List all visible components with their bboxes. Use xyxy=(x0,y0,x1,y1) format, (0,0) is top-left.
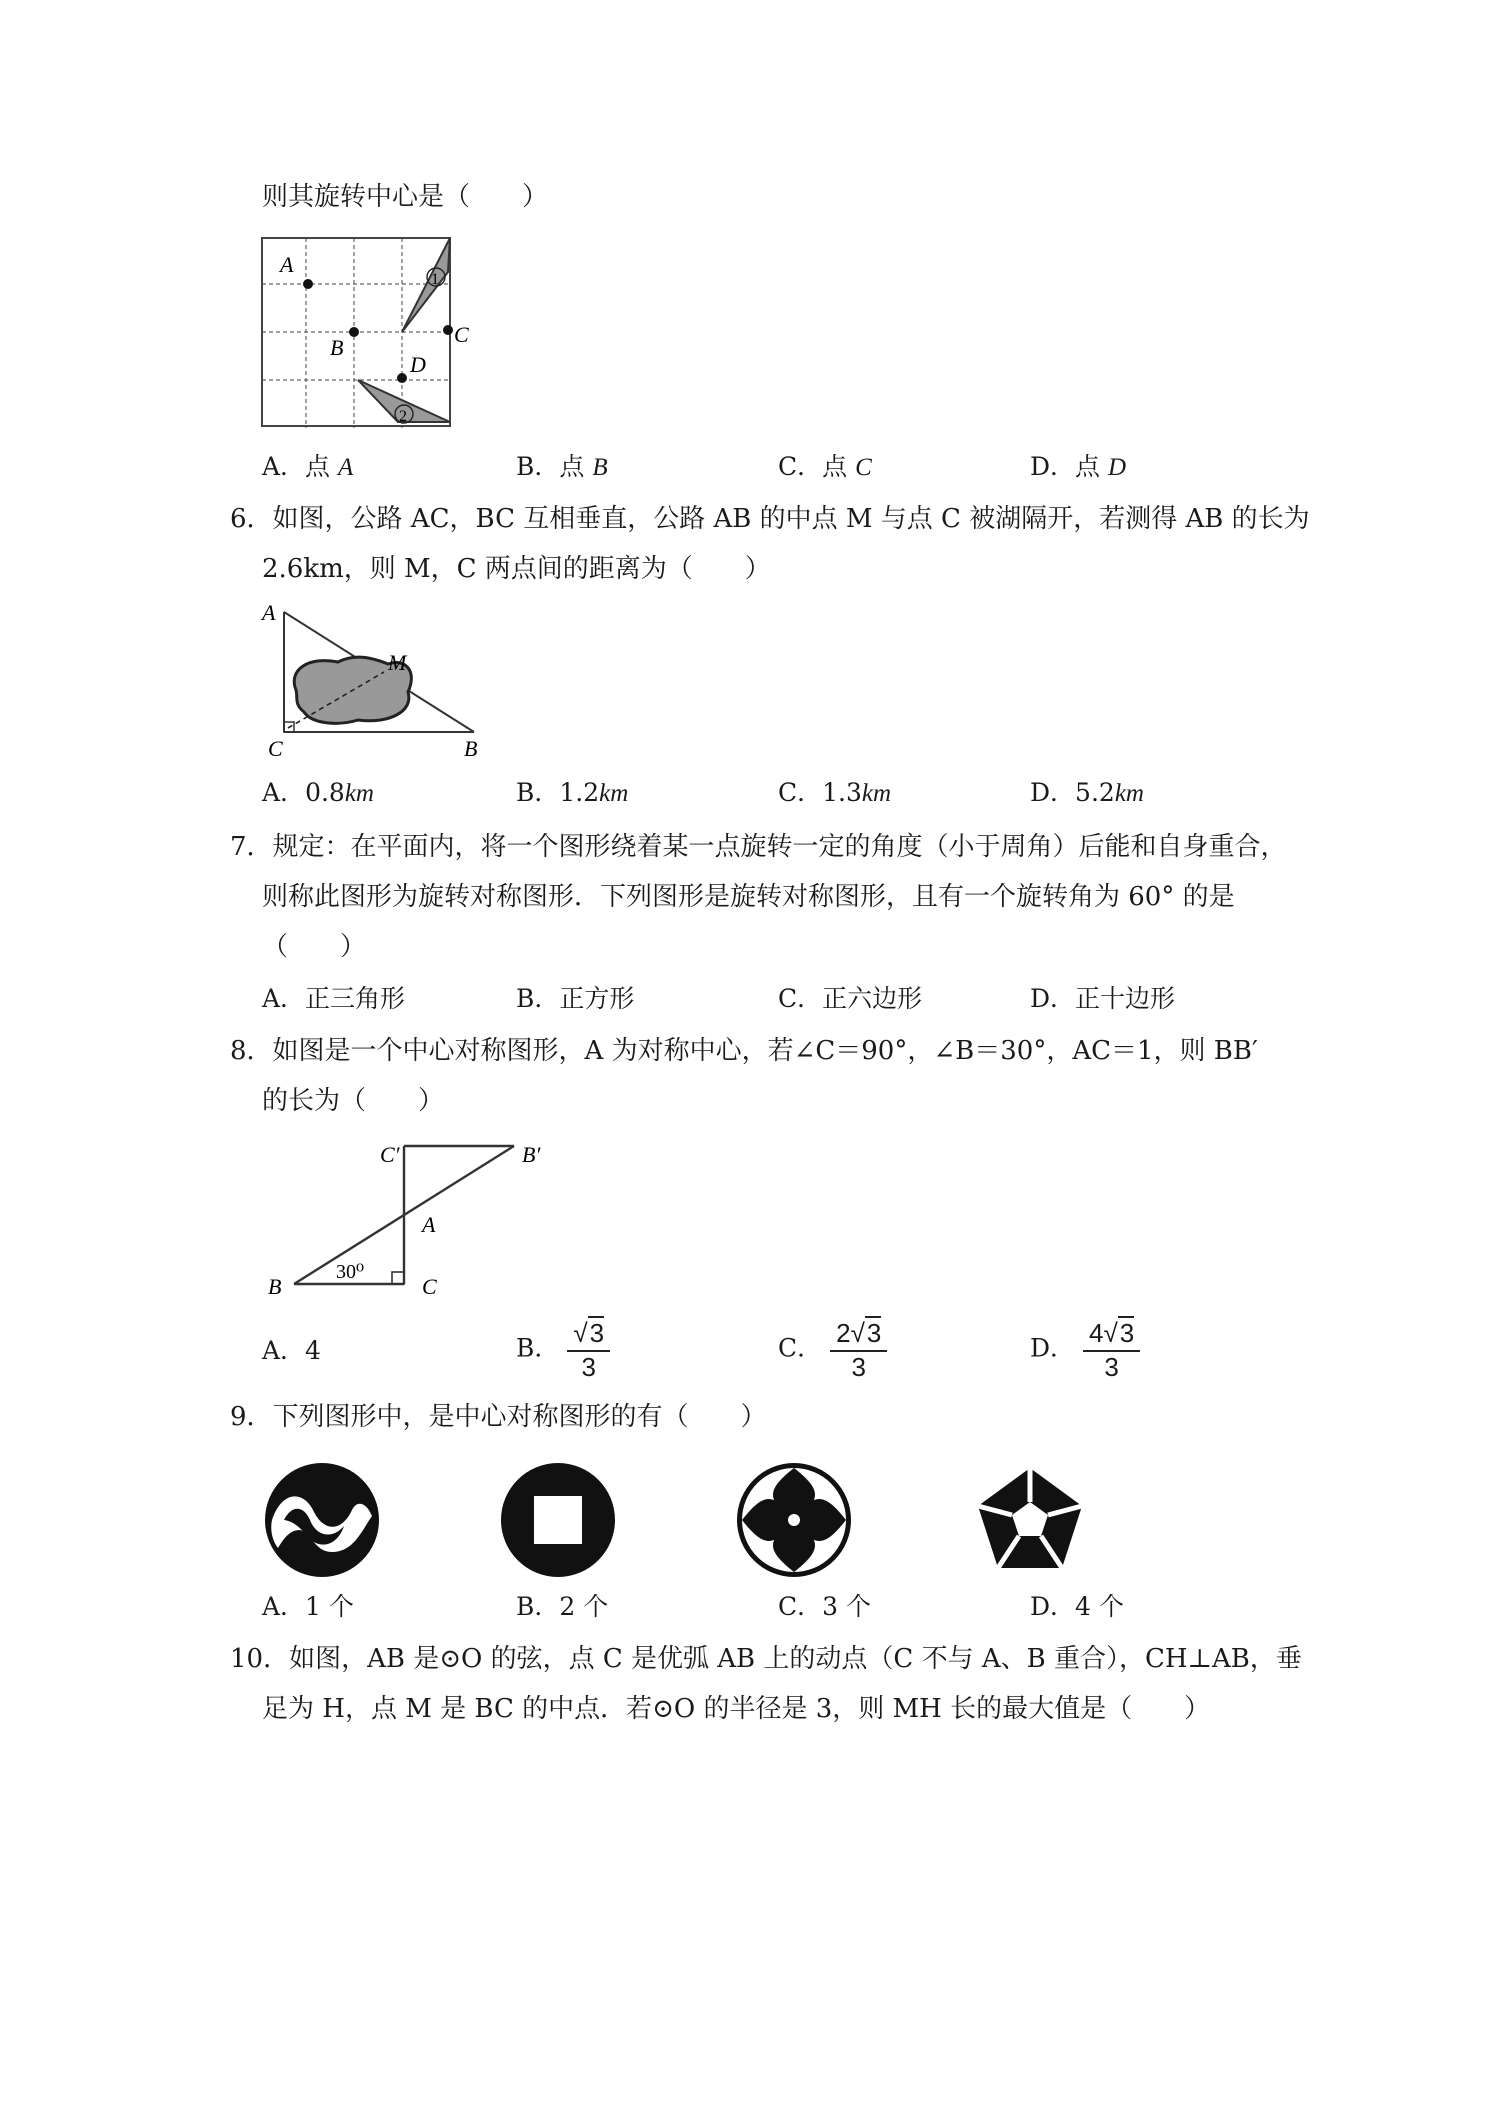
q10-line-1: 10．如图，AB 是⊙O 的弦，点 C 是优弧 AB 上的动点（C 不与 A、B 重合），CH⊥AB，垂 xyxy=(230,1644,1302,1674)
q8-option-b: B． $\frac{√3}{3}$ xyxy=(516,1318,610,1382)
label-B: B xyxy=(464,736,478,761)
label-C: C xyxy=(268,736,283,761)
q5-option-a: A．点 A xyxy=(262,452,354,481)
label-M: M xyxy=(388,650,407,675)
label-2: 2 xyxy=(399,408,407,425)
q6-option-a: A．0.8km xyxy=(262,778,374,807)
q6-option-c: C．1.3km xyxy=(778,778,892,807)
label-C: C xyxy=(422,1274,437,1299)
q7-option-d: D．正十边形 xyxy=(1030,984,1176,1013)
q7-line-3: （ ） xyxy=(262,932,367,962)
q9-figure-b xyxy=(498,1460,618,1580)
q7-line-2: 则称此图形为旋转对称图形．下列图形是旋转对称图形，且有一个旋转角为 60° 的是 xyxy=(262,882,1235,912)
q9-figure-a xyxy=(262,1460,382,1580)
q9-stem: 9．下列图形中，是中心对称图形的有（ ） xyxy=(230,1402,767,1432)
q7-line-1: 7．规定：在平面内，将一个图形绕着某一点旋转一定的角度（小于周角）后能和自身重合， xyxy=(230,832,1287,862)
q5-stem: 则其旋转中心是（ ） xyxy=(262,182,549,212)
label-Bp: B′ xyxy=(522,1142,541,1167)
q9-figure-d xyxy=(972,1462,1088,1578)
shape-1 xyxy=(402,238,450,332)
label-D: D xyxy=(410,352,426,377)
q8-option-a: A．4 xyxy=(262,1336,321,1365)
q5-option-d: D．点 D xyxy=(1030,452,1127,481)
q6-lake-figure xyxy=(258,600,498,766)
q9-option-a: A．1 个 xyxy=(262,1592,354,1621)
q7-option-b: B．正方形 xyxy=(516,984,635,1013)
q7-option-a: A．正三角形 xyxy=(262,984,406,1013)
q8-option-d: D． $\frac{4√3}{3}$ xyxy=(1030,1318,1140,1382)
q6-option-d: D．5.2km xyxy=(1030,778,1144,807)
q9-option-d: D．4 个 xyxy=(1030,1592,1124,1621)
q10-line-2: 足为 H，点 M 是 BC 的中点．若⊙O 的半径是 3，则 MH 长的最大值是（ ） xyxy=(262,1694,1211,1724)
q8-line-1: 8．如图是一个中心对称图形，A 为对称中心，若∠C＝90°，∠B＝30°，AC＝1，则 BB′ xyxy=(230,1036,1258,1066)
q6-line-1: 6．如图，公路 AC，BC 互相垂直，公路 AB 的中点 M 与点 C 被湖隔开，若测得 AB 的长为 xyxy=(230,504,1310,534)
q6-option-b: B．1.2km xyxy=(516,778,629,807)
q5-option-b: B．点 B xyxy=(516,452,608,481)
label-1: 1 xyxy=(431,271,439,288)
q9-figure-c xyxy=(734,1460,854,1580)
q9-option-b: B．2 个 xyxy=(516,1592,609,1621)
q8-option-c: C． $\frac{2√3}{3}$ xyxy=(778,1318,887,1382)
q8-symmetric-figure xyxy=(258,1128,558,1298)
label-B: B xyxy=(268,1274,282,1299)
q8-line-2: 的长为（ ） xyxy=(262,1086,445,1116)
label-Cp: C′ xyxy=(380,1142,400,1167)
q5-grid-figure xyxy=(258,232,469,432)
q7-option-c: C．正六边形 xyxy=(778,984,923,1013)
q6-line-2: 2.6km，则 M，C 两点间的距离为（ ） xyxy=(262,554,771,584)
label-A: A xyxy=(280,252,294,277)
label-A: A xyxy=(422,1212,436,1237)
q9-option-c: C．3 个 xyxy=(778,1592,871,1621)
q5-option-c: C．点 C xyxy=(778,452,872,481)
label-C: C xyxy=(454,322,469,347)
label-A: A xyxy=(262,600,276,625)
label-B: B xyxy=(330,335,344,360)
label-angle: 30⁰ xyxy=(336,1261,365,1283)
